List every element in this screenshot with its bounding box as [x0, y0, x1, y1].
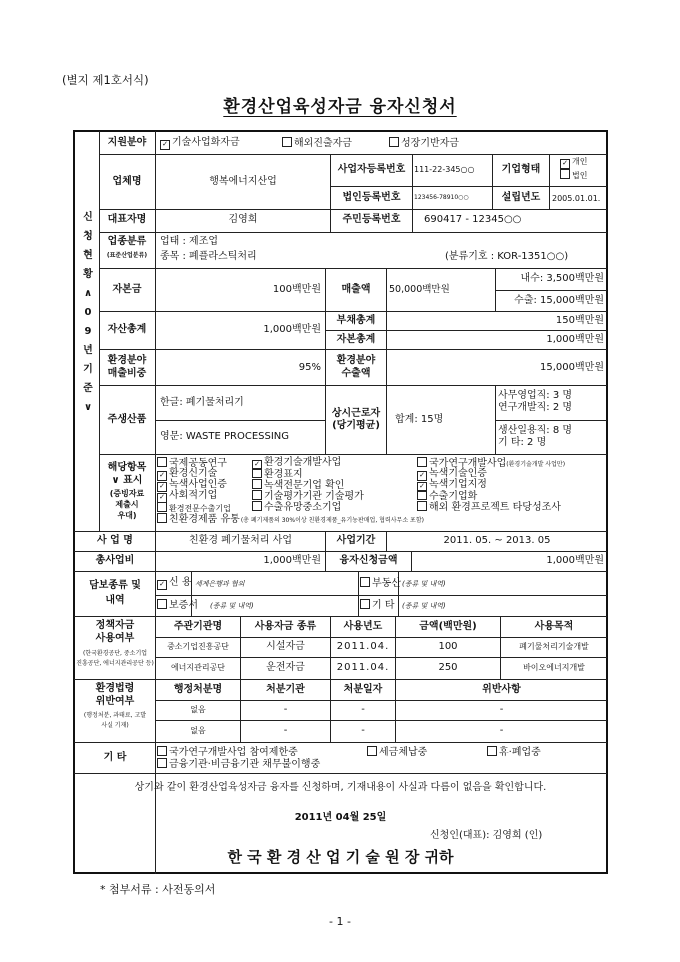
item-green-tech-cert[interactable]: ✓ 녹색기술인증 [417, 468, 487, 481]
declaration-date: 2011년 04월 25일 [294, 812, 387, 823]
industry-sub-label: (표준산업분류) [106, 252, 148, 259]
project-period-label: 사업기간 [336, 535, 376, 546]
policy-row2-fund-type: 운전자금 [266, 662, 305, 673]
biz-no: 111-22-345○○ [414, 165, 475, 174]
violation-header-details: 위반사항 [482, 684, 521, 695]
checkbox-icon [282, 137, 292, 147]
policy-row2-year: 2011.04. [336, 662, 390, 673]
checkbox-icon [360, 599, 370, 609]
policy-row1-amount: 100 [438, 641, 458, 652]
item-green-company[interactable]: ✓ 녹색기업지정 [417, 479, 487, 492]
checkbox-checked-icon: ✓ [417, 471, 427, 481]
type-option-individual[interactable]: ✓ 개인 [560, 157, 587, 169]
violation-row2-date: - [361, 725, 365, 736]
attachment-note: * 첨부서류 : 사전동의서 [100, 883, 216, 896]
policy-header-purpose: 사용목적 [534, 621, 574, 632]
employees-label-1: 상시근로자 [331, 408, 381, 419]
addressee: 한 국 환 경 산 업 기 술 원 장 귀하 [227, 848, 454, 866]
project-name: 친환경 폐기물처리 사업 [189, 535, 292, 546]
env-ratio-value: 95% [298, 362, 321, 373]
items-label-4: 제출시 [115, 500, 139, 509]
checkbox-checked-icon: ✓ [417, 482, 427, 492]
sales-value: 50,000백만원 [389, 284, 450, 295]
est-year: 2005.01.01. [552, 194, 601, 203]
capital-value: 100백만원 [272, 284, 321, 295]
item-env-export-firm[interactable]: 환경전문수출기업 [157, 502, 231, 514]
checkbox-checked-icon: ✓ [157, 580, 167, 590]
id-number: 690417 - 12345○○ [424, 214, 522, 225]
company-label: 업체명 [112, 176, 142, 187]
corp-no: 123456-78910○○ [414, 194, 469, 201]
collateral-realty[interactable]: 부동산 [360, 577, 401, 590]
collateral-guarantee[interactable]: 보증서 [157, 599, 198, 612]
employees-total: 합계: 15명 [395, 414, 444, 425]
items-label-1: 해당항목 [107, 462, 147, 473]
assets-label: 자산총계 [107, 324, 147, 335]
equity-label: 자본총계 [336, 334, 376, 345]
violation-row1-details: - [499, 704, 504, 715]
checkbox-icon [157, 502, 167, 512]
policy-row1-agency: 중소기업진흥공단 [167, 642, 229, 651]
sales-domestic: 내수: 3,500백만원 [520, 273, 604, 284]
checkbox-checked-icon: ✓ [157, 471, 167, 481]
biz-no-label: 사업자등록번호 [337, 164, 406, 175]
checkbox-icon [157, 758, 167, 768]
page-number: - 1 - [329, 915, 351, 928]
items-label-3: (증빙자료 [109, 489, 145, 498]
capital-label: 자본금 [112, 284, 142, 295]
checkbox-icon [252, 479, 262, 489]
etc-rnd-restriction[interactable]: 국가연구개발사업 참여제한중 [157, 746, 298, 759]
policy-row2-purpose: 바이오에너지개발 [523, 663, 585, 672]
violation-label-3: (행정처분, 과태료, 고발 [83, 712, 147, 719]
industry-label: 업종분류 [107, 236, 147, 247]
sales-label: 매출액 [341, 284, 371, 295]
etc-closure[interactable]: 휴·폐업중 [487, 746, 541, 759]
support-option-overseas[interactable]: 해외진출자금 [282, 137, 352, 150]
item-green-biz-cert[interactable]: ✓ 녹색사업인증 [157, 479, 227, 492]
national-rnd-note: (환경기술개발 사업만) [506, 461, 566, 468]
support-label: 지원분야 [107, 137, 147, 148]
violation-label-4: 사실 기재) [101, 722, 129, 729]
total-cost: 1,000백만원 [263, 555, 321, 566]
item-env-new-tech[interactable]: ✓ 환경신기술 [157, 468, 217, 481]
checkbox-checked-icon: ✓ [560, 159, 570, 169]
item-eco-product-dist[interactable]: 친환경제품 유통(총 폐기제품의 30%이상 친환경제품_유기농판매업, 협력사무소 포함) [157, 513, 424, 526]
employees-production: 생산일용직: 8 명 [498, 425, 573, 436]
checkbox-icon [157, 513, 167, 523]
policy-row1-purpose: 폐기물처리기술개발 [519, 642, 589, 651]
assets-value: 1,000백만원 [263, 324, 321, 335]
violation-header-action: 행정처분명 [173, 684, 223, 695]
items-label-5: 우대) [117, 511, 137, 520]
checkbox-icon [417, 490, 427, 500]
env-ratio-label-1: 환경분야 [107, 355, 147, 366]
policy-label-4: 진흥공단, 에너지관리공단 등) [76, 660, 154, 667]
support-option-growth[interactable]: 성장기반자금 [389, 137, 459, 150]
env-export-label-2: 수출액 [341, 368, 371, 379]
checkbox-icon [417, 457, 427, 467]
checkbox-icon [252, 501, 262, 511]
type-option-corporate[interactable]: 법인 [560, 169, 587, 181]
company-type-label: 기업형태 [501, 164, 541, 175]
checkbox-checked-icon: ✓ [157, 493, 167, 503]
total-cost-label: 총사업비 [95, 555, 135, 566]
etc-tax-arrears[interactable]: 세금체납중 [367, 746, 427, 759]
checkbox-icon [487, 746, 497, 756]
eco-dist-note: (총 폐기제품의 30%이상 친환경제품_유기농판매업, 협력사무소 포함) [240, 517, 424, 524]
policy-row2-agency: 에너지관리공단 [170, 663, 226, 672]
applicant-signature: 신청인(대표): 김영희 (인) [430, 830, 543, 841]
product-kor: 한글: 폐기물처리기 [160, 397, 244, 408]
id-label: 주민등록번호 [342, 214, 401, 225]
violation-label-2: 위반여부 [95, 696, 135, 707]
collateral-label-2: 내역 [105, 595, 125, 606]
collateral-guarantee-note: (종류 및 내역) [210, 602, 254, 610]
item-env-tech-dev[interactable]: ✓ 환경기술개발사업 [252, 457, 341, 470]
item-export-business[interactable]: 수출기업화 [417, 490, 477, 503]
item-social-enterprise[interactable]: ✓ 사회적기업 [157, 490, 217, 503]
checkbox-icon [360, 577, 370, 587]
etc-label: 기 타 [103, 752, 127, 763]
violation-row2-action: 없음 [190, 726, 206, 735]
checkbox-icon [389, 137, 399, 147]
corp-no-label: 법인등록번호 [342, 192, 401, 203]
violation-row1-date: - [361, 704, 365, 715]
checkbox-icon [252, 490, 262, 500]
rep-name: 김영희 [228, 214, 258, 225]
violation-header-date: 처분일자 [343, 684, 383, 695]
checkbox-icon [157, 746, 167, 756]
debt-value: 150백만원 [555, 315, 604, 326]
employees-rnd: 연구개발직: 2 명 [498, 402, 573, 413]
items-label-2: ∨ 표시 [111, 475, 143, 486]
project-label: 사 업 명 [97, 535, 133, 546]
violation-row2-details: - [499, 725, 504, 736]
etc-debt-default[interactable]: 금융기관·비금융기관 채무불이행중 [157, 758, 320, 771]
policy-label-2: 사용여부 [95, 633, 135, 644]
checkbox-checked-icon: ✓ [157, 482, 167, 492]
checkbox-icon [252, 468, 262, 478]
env-export-value: 15,000백만원 [540, 362, 604, 373]
item-export-sme[interactable]: 수출유망중소기업 [252, 501, 341, 514]
collateral-credit-note: 세계은행과 협의 [195, 580, 245, 588]
collateral-credit[interactable]: ✓ 신 용 [157, 577, 192, 590]
env-ratio-label-2: 매출비중 [107, 368, 147, 379]
collateral-other[interactable]: 기 타 [360, 599, 395, 612]
checkbox-icon [417, 501, 427, 511]
page-title: 환경산업육성자금 융자신청서 [223, 97, 457, 117]
product-eng: 영문: WASTE PROCESSING [160, 431, 290, 442]
item-tech-evaluation[interactable]: 기술평가기관 기술평가 [252, 490, 364, 503]
est-year-label: 설립년도 [501, 192, 541, 203]
violation-row1-action: 없음 [190, 705, 206, 714]
project-period: 2011. 05. ~ 2013. 05 [443, 535, 551, 546]
industry-line2: 종목 : 폐플라스틱처리 [160, 251, 257, 262]
policy-row2-amount: 250 [438, 662, 458, 673]
policy-row1-year: 2011.04. [336, 641, 390, 652]
violation-row2-agency: - [283, 725, 288, 736]
violation-label-1: 환경법령 [95, 683, 135, 694]
company-name: 행복에너지산업 [209, 176, 277, 187]
item-green-specialist[interactable]: 녹색전문기업 확인 [252, 479, 344, 492]
policy-header-amount: 금액(백만원) [419, 621, 477, 632]
product-label: 주생산품 [107, 414, 147, 425]
checkbox-checked-icon: ✓ [252, 460, 262, 470]
item-overseas-feasibility[interactable]: 해외 환경프로젝트 타당성조사 [417, 501, 561, 514]
violation-row1-agency: - [283, 704, 288, 715]
rep-label: 대표자명 [107, 214, 147, 225]
collateral-other-note: (종류 및 내역) [402, 602, 446, 610]
policy-header-fund-type: 사용자금 종류 [254, 621, 317, 632]
policy-row1-fund-type: 시설자금 [266, 641, 305, 652]
item-intl-joint-research[interactable]: 국제공동연구 [157, 457, 227, 470]
collateral-realty-note: (종류 및 내역) [402, 580, 446, 588]
loan-amount: 1,000백만원 [546, 555, 604, 566]
employees-label-2: (당기평균) [332, 420, 380, 431]
checkbox-icon [560, 169, 570, 179]
policy-header-year: 사용년도 [343, 621, 383, 632]
employees-other: 기 타: 2 명 [498, 437, 547, 448]
equity-value: 1,000백만원 [546, 334, 604, 345]
checkbox-icon [367, 746, 377, 756]
env-export-label-1: 환경분야 [336, 355, 376, 366]
policy-header-agency: 주관기관명 [173, 621, 223, 632]
employees-office: 사무영업직: 3 명 [498, 390, 573, 401]
checkbox-icon [157, 457, 167, 467]
industry-code: (분류기호 : KOR-1351○○) [445, 251, 569, 262]
checkbox-checked-icon: ✓ [160, 140, 170, 150]
debt-label: 부채총계 [336, 315, 376, 326]
sales-export: 수출: 15,000백만원 [514, 295, 604, 306]
loan-amount-label: 융자신청금액 [339, 555, 398, 566]
support-option-tech[interactable]: ✓ 기술사업화자금 [160, 137, 240, 150]
item-eco-label[interactable]: 환경표지 [252, 468, 303, 481]
policy-label-3: (한국환경공단, 중소기업 [82, 650, 148, 657]
side-label: 신 청 현 황 ∧ 0 9 년 기 준 ∨ [83, 212, 93, 413]
item-national-rnd[interactable]: 국가연구개발사업(환경기술개발 사업만) [417, 457, 565, 470]
policy-label-1: 정책자금 [95, 620, 135, 631]
collateral-label-1: 담보종류 및 [89, 580, 141, 591]
checkbox-icon [157, 599, 167, 609]
industry-line1: 업태 : 제조업 [160, 236, 219, 247]
form-number: (별지 제1호서식) [62, 73, 149, 87]
violation-header-agency: 처분기관 [266, 684, 305, 695]
declaration-text: 상기와 같이 환경산업육성자금 융자를 신청하며, 기재내용이 사실과 다름이 없음을 확인합니다. [134, 782, 547, 793]
